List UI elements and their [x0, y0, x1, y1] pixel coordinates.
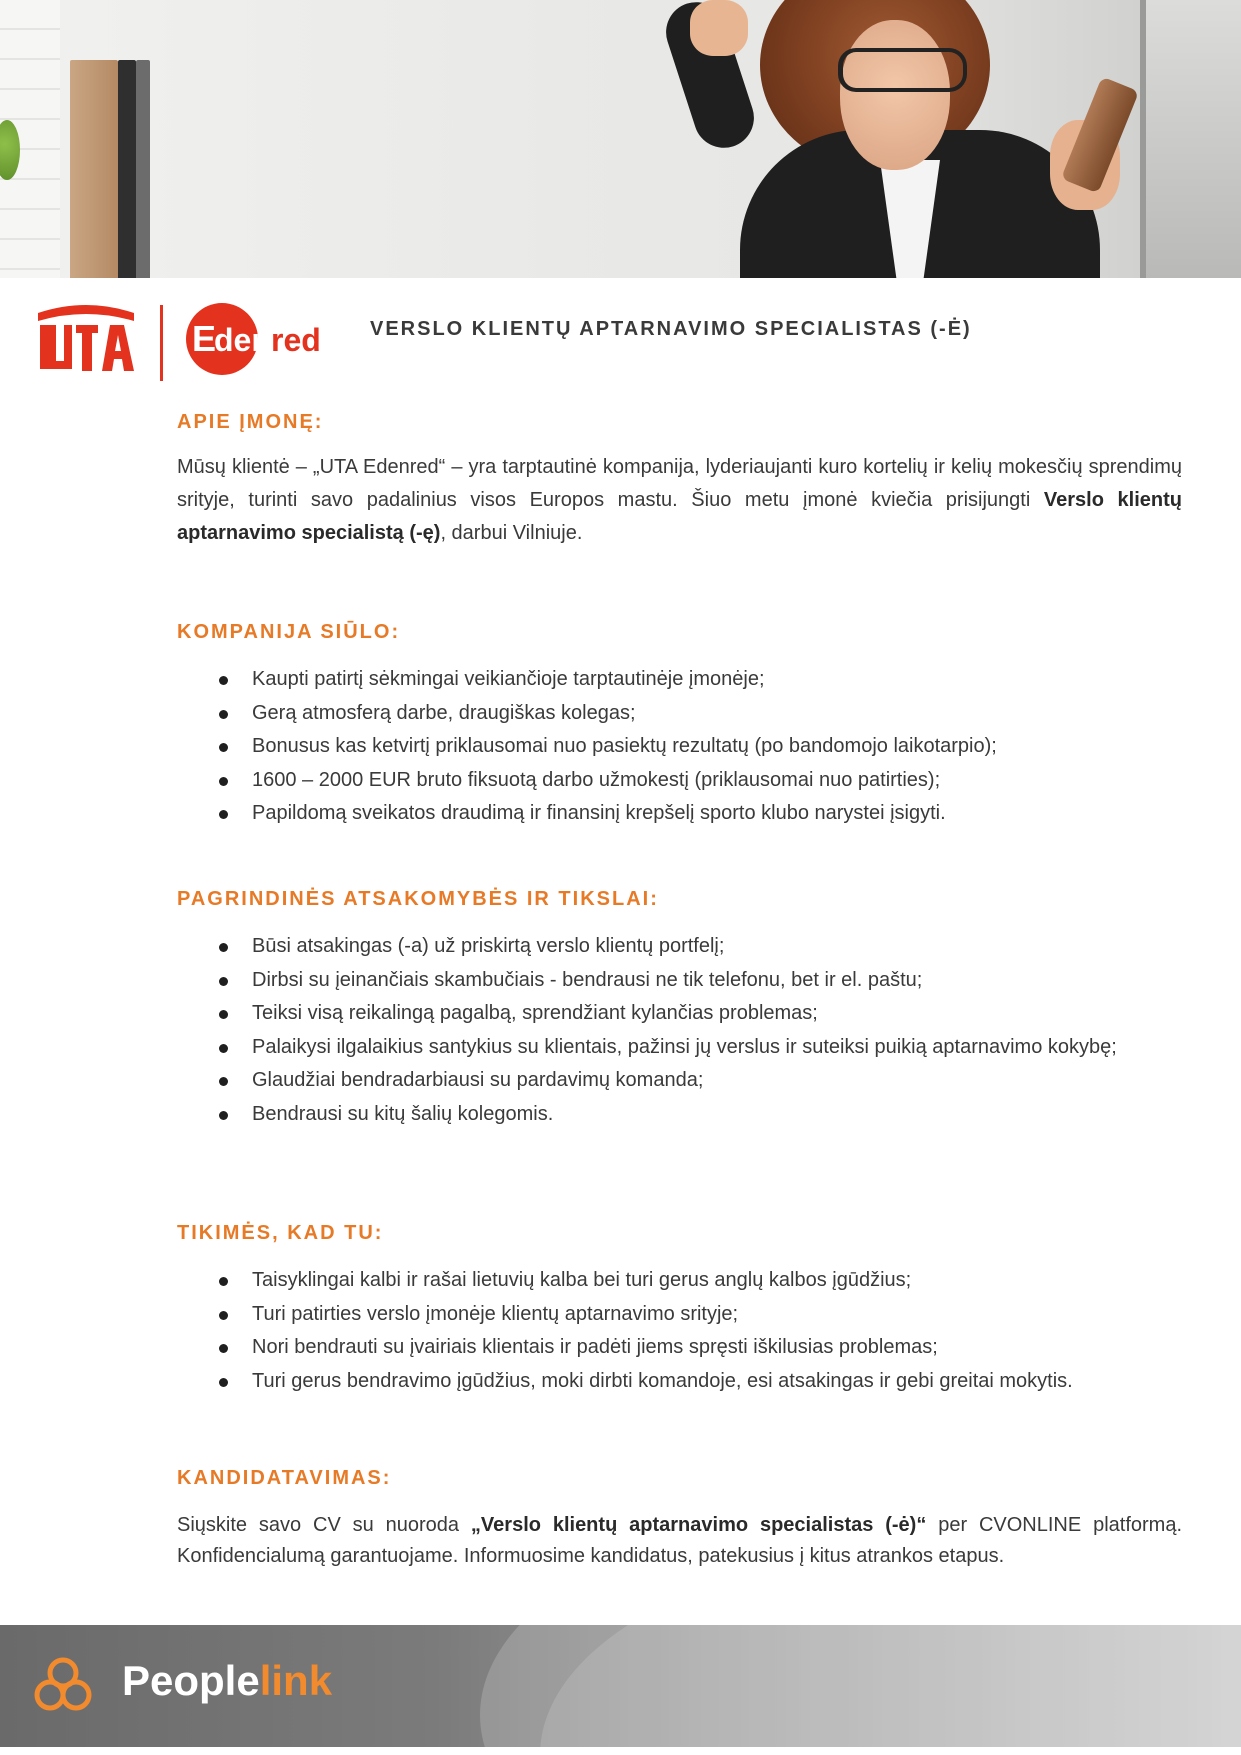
uta-logo — [36, 299, 136, 379]
offers-list — [177, 663, 1182, 831]
list-item — [177, 697, 1182, 731]
peoplelink-logo-icon — [28, 1651, 98, 1721]
responsibilities-list — [177, 930, 1182, 1131]
list-item-text: Būsi atsakingas (-a) už priskirtą verslo klientų portfelį; — [252, 935, 725, 957]
bullet-icon — [219, 710, 228, 719]
list-item-text: Bonusus kas ketvirtį priklausomai nuo pasiektų rezultatų (po bandomojo laikotarpio); — [252, 735, 997, 757]
list-item — [177, 1031, 1182, 1065]
bullet-icon — [219, 1378, 228, 1387]
list-item — [177, 1298, 1182, 1332]
list-item — [177, 797, 1182, 831]
hero-window — [1140, 0, 1241, 278]
bullet-icon — [219, 1311, 228, 1320]
hero-binder — [136, 60, 150, 278]
list-item — [177, 663, 1182, 697]
bullet-icon — [219, 676, 228, 685]
apply-paragraph — [177, 1510, 1182, 1572]
bullet-icon — [219, 977, 228, 986]
footer-decoration — [540, 1625, 1241, 1747]
list-item — [177, 997, 1182, 1031]
bullet-icon — [219, 810, 228, 819]
hero-glasses — [838, 48, 967, 92]
list-item — [177, 964, 1182, 998]
list-item-text: Taisyklingai kalbi ir rašai lietuvių kalba bei turi gerus anglų kalbos įgūdžius; — [252, 1269, 912, 1291]
peoplelink-logo-text — [122, 1657, 332, 1705]
list-item-text: Bendrausi su kitų šalių kolegomis. — [252, 1102, 554, 1125]
apply-heading: KANDIDATAVIMAS: — [177, 1467, 392, 1489]
offers-heading: KOMPANIJA SIŪLO: — [177, 621, 401, 643]
list-item-text: Kaupti patirtį sėkmingai veikiančioje tarptautinėje įmonėje; — [252, 668, 765, 690]
hero-binder — [118, 60, 136, 278]
svg-text:red: red — [271, 322, 321, 358]
list-item — [177, 1365, 1182, 1399]
apply-text-bold: „Verslo klientų aptarnavimo specialistas (-ė)“ — [470, 1514, 927, 1536]
list-item-text: Dirbsi su įeinančiais skambučiais - bendrausi ne tik telefonu, bet ir el. paštu; — [252, 968, 923, 991]
list-item — [177, 1064, 1182, 1098]
hero-fist — [690, 0, 748, 56]
list-item-text: Gerą atmosferą darbe, draugiškas kolegas; — [252, 701, 636, 724]
bullet-icon — [219, 1344, 228, 1353]
svg-text:den: den — [214, 322, 271, 358]
apply-text-2: per CVONLINE platformą. Konfidencialumą garantuojame. Informuosime kandidatus, patekusius į kitus atrankos etapus. — [177, 1514, 1183, 1567]
bullet-icon — [219, 743, 228, 752]
about-text-1: Mūsų klientė – „UTA Edenred“ – yra tarptautinė kompanija, lyderiaujanti kuro kortelių ir kelių mokesčių sprendimų srityje, turinti savo padalinius visos Europos mastu. Šiuo metu įmonė kviečia prisijungti — [177, 456, 1182, 511]
list-item-text: Nori bendrauti su įvairiais klientais ir padėti jiems spręsti iškilusias problemas; — [252, 1336, 938, 1358]
bullet-icon — [219, 1077, 228, 1086]
hero-binder — [70, 60, 118, 278]
bullet-icon — [219, 1010, 228, 1019]
about-text-bold: Verslo klientų aptarnavimo specialistą (-ę) — [177, 489, 1182, 544]
bullet-icon — [219, 777, 228, 786]
list-item-text: Glaudžiai bendradarbiausi su pardavimų komanda; — [252, 1069, 704, 1091]
svg-text:E: E — [192, 318, 217, 359]
list-item-text: Turi gerus bendravimo įgūdžius, moki dirbti komandoje, esi atsakingas ir gebi greitai mokytis. — [252, 1369, 1073, 1392]
brand-part-1: People — [122, 1657, 260, 1704]
about-heading: APIE ĮMONĘ: — [177, 411, 324, 433]
list-item-text: Papildomą sveikatos draudimą ir finansinį krepšelį sporto klubo narystei įsigyti. — [252, 802, 946, 824]
expectations-list — [177, 1264, 1182, 1398]
list-item-text: 1600 – 2000 EUR bruto fiksuotą darbo užmokestį (priklausomai nuo patirties); — [252, 768, 941, 791]
list-item-text: Teiksi visą reikalingą pagalbą, sprendžiant kylančias problemas; — [252, 1002, 818, 1024]
list-item-text: Palaikysi ilgalaikius santykius su klientais, pažinsi jų verslus ir suteiksi puikią aptarnavimo kokybę; — [252, 1035, 1117, 1058]
bullet-icon — [219, 943, 228, 952]
list-item-text: Turi patirties verslo įmonėje klientų aptarnavimo srityje; — [252, 1302, 739, 1325]
expectations-heading: TIKIMĖS, KAD TU: — [177, 1222, 384, 1244]
list-item — [177, 930, 1182, 964]
hero-photo — [0, 0, 1241, 278]
bullet-icon — [219, 1044, 228, 1053]
list-item — [177, 764, 1182, 798]
footer-banner — [0, 1625, 1241, 1747]
list-item — [177, 730, 1182, 764]
about-paragraph — [177, 451, 1182, 550]
apply-text-1: Siųskite savo CV su nuoroda — [177, 1514, 471, 1536]
list-item — [177, 1264, 1182, 1298]
edenred-logo — [184, 299, 334, 379]
list-item — [177, 1331, 1182, 1365]
list-item — [177, 1098, 1182, 1132]
brand-part-2: link — [259, 1657, 333, 1704]
about-text-2: , darbui Vilniuje. — [440, 522, 583, 544]
bullet-icon — [219, 1111, 228, 1120]
responsibilities-heading: PAGRINDINĖS ATSAKOMYBĖS IR TIKSLAI: — [177, 888, 659, 910]
job-title: VERSLO KLIENTŲ APTARNAVIMO SPECIALISTAS (-Ė) — [370, 318, 972, 340]
logo-separator — [160, 305, 163, 381]
bullet-icon — [219, 1277, 228, 1286]
hero-face — [840, 20, 950, 170]
